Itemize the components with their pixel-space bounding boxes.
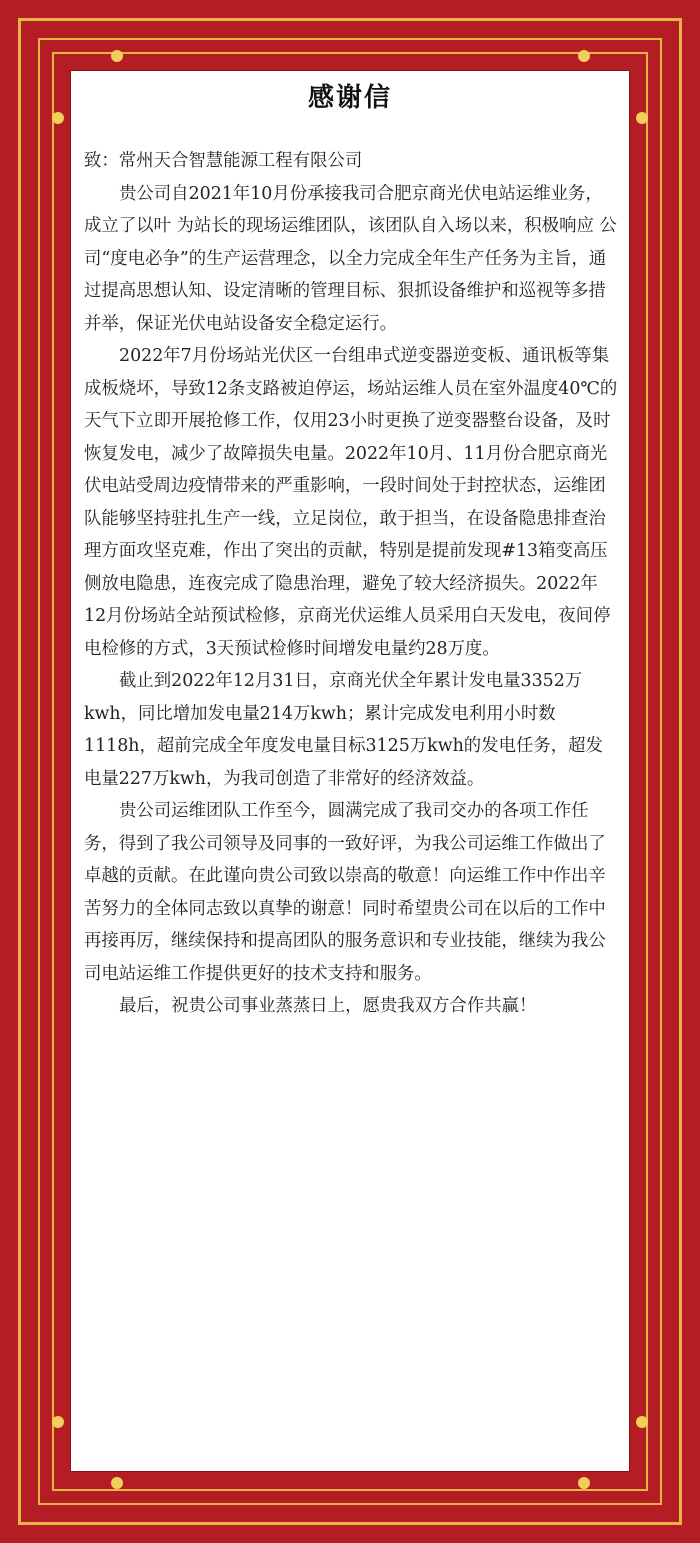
letter-paper bbox=[71, 71, 629, 1471]
corner-dot bbox=[52, 1416, 64, 1428]
paragraph: 贵公司运维团队工作至今，圆满完成了我司交办的各项工作任务，得到了我公司领导及同事的一致好评，为我公司运维工作做出了卓越的贡献。在此谨向贵公司致以崇高的敬意！向运维工作中作出辛苦努力的全体同志致以真挚的谢意！同时希望贵公司在以后的工作中再接再厉，继续保持和提高团队的服务意识和专业技能，继续为我公司电站运维工作提供更好的技术支持和服务。 bbox=[84, 801, 606, 984]
salutation: 致：常州天合智慧能源工程有限公司 bbox=[84, 151, 363, 171]
corner-dot bbox=[578, 1477, 590, 1489]
corner-dot bbox=[52, 112, 64, 124]
letter-body bbox=[84, 145, 618, 1023]
corner-dot bbox=[636, 1416, 648, 1428]
paragraph: 贵公司自2021年10月份承接我司合肥京商光伏电站运维业务，成立了以叶 为站长的现场运维团队，该团队自入场以来，积极响应 公司“度电必争”的生产运营理念，以全力完成全年生产任务为主旨，通过提高思想认知、设定清晰的管理目标、狠抓设备维护和巡视等多措并举，保证光伏电站设备安全稳定运行。 bbox=[84, 183, 617, 334]
paragraph: 截止到2022年12月31日，京商光伏全年累计发电量3352万kwh，同比增加发电量214万kwh；累计完成发电利用小时数1118h，超前完成全年度发电量目标3125万kwh的发电任务，超发电量227万kwh，为我司创造了非常好的经济效益。 bbox=[84, 671, 603, 789]
corner-dot bbox=[578, 50, 590, 62]
paragraph: 最后，祝贵公司事业蒸蒸日上，愿贵我双方合作共赢！ bbox=[119, 996, 537, 1016]
corner-dot bbox=[111, 1477, 123, 1489]
corner-dot bbox=[636, 112, 648, 124]
letter-title: 感谢信 bbox=[307, 83, 392, 113]
paragraph: 2022年7月份场站光伏区一台组串式逆变器逆变板、通讯板等集成板烧坏，导致12条支路被迫停运，场站运维人员在室外温度40℃的天气下立即开展抢修工作，仅用23小时更换了逆变器整台设备，及时恢复发电，减少了故障损失电量。2022年10月、11月份合肥京商光伏电站受周边疫情带来的严重影响，一段时间处于封控状态，运维团队能够坚持驻扎生产一线，立足岗位，敢于担当，在设备隐患排查治理方面攻坚克难，作出了突出的贡献，特别是提前发现#13箱变高压侧放电隐患，连夜完成了隐患治理，避免了较大经济损失。2022年12月份场站全站预试检修，京商光伏运维人员采用白天发电，夜间停电检修的方式，3天预试检修时间增发电量约28万度。 bbox=[84, 346, 618, 659]
corner-dot bbox=[111, 50, 123, 62]
